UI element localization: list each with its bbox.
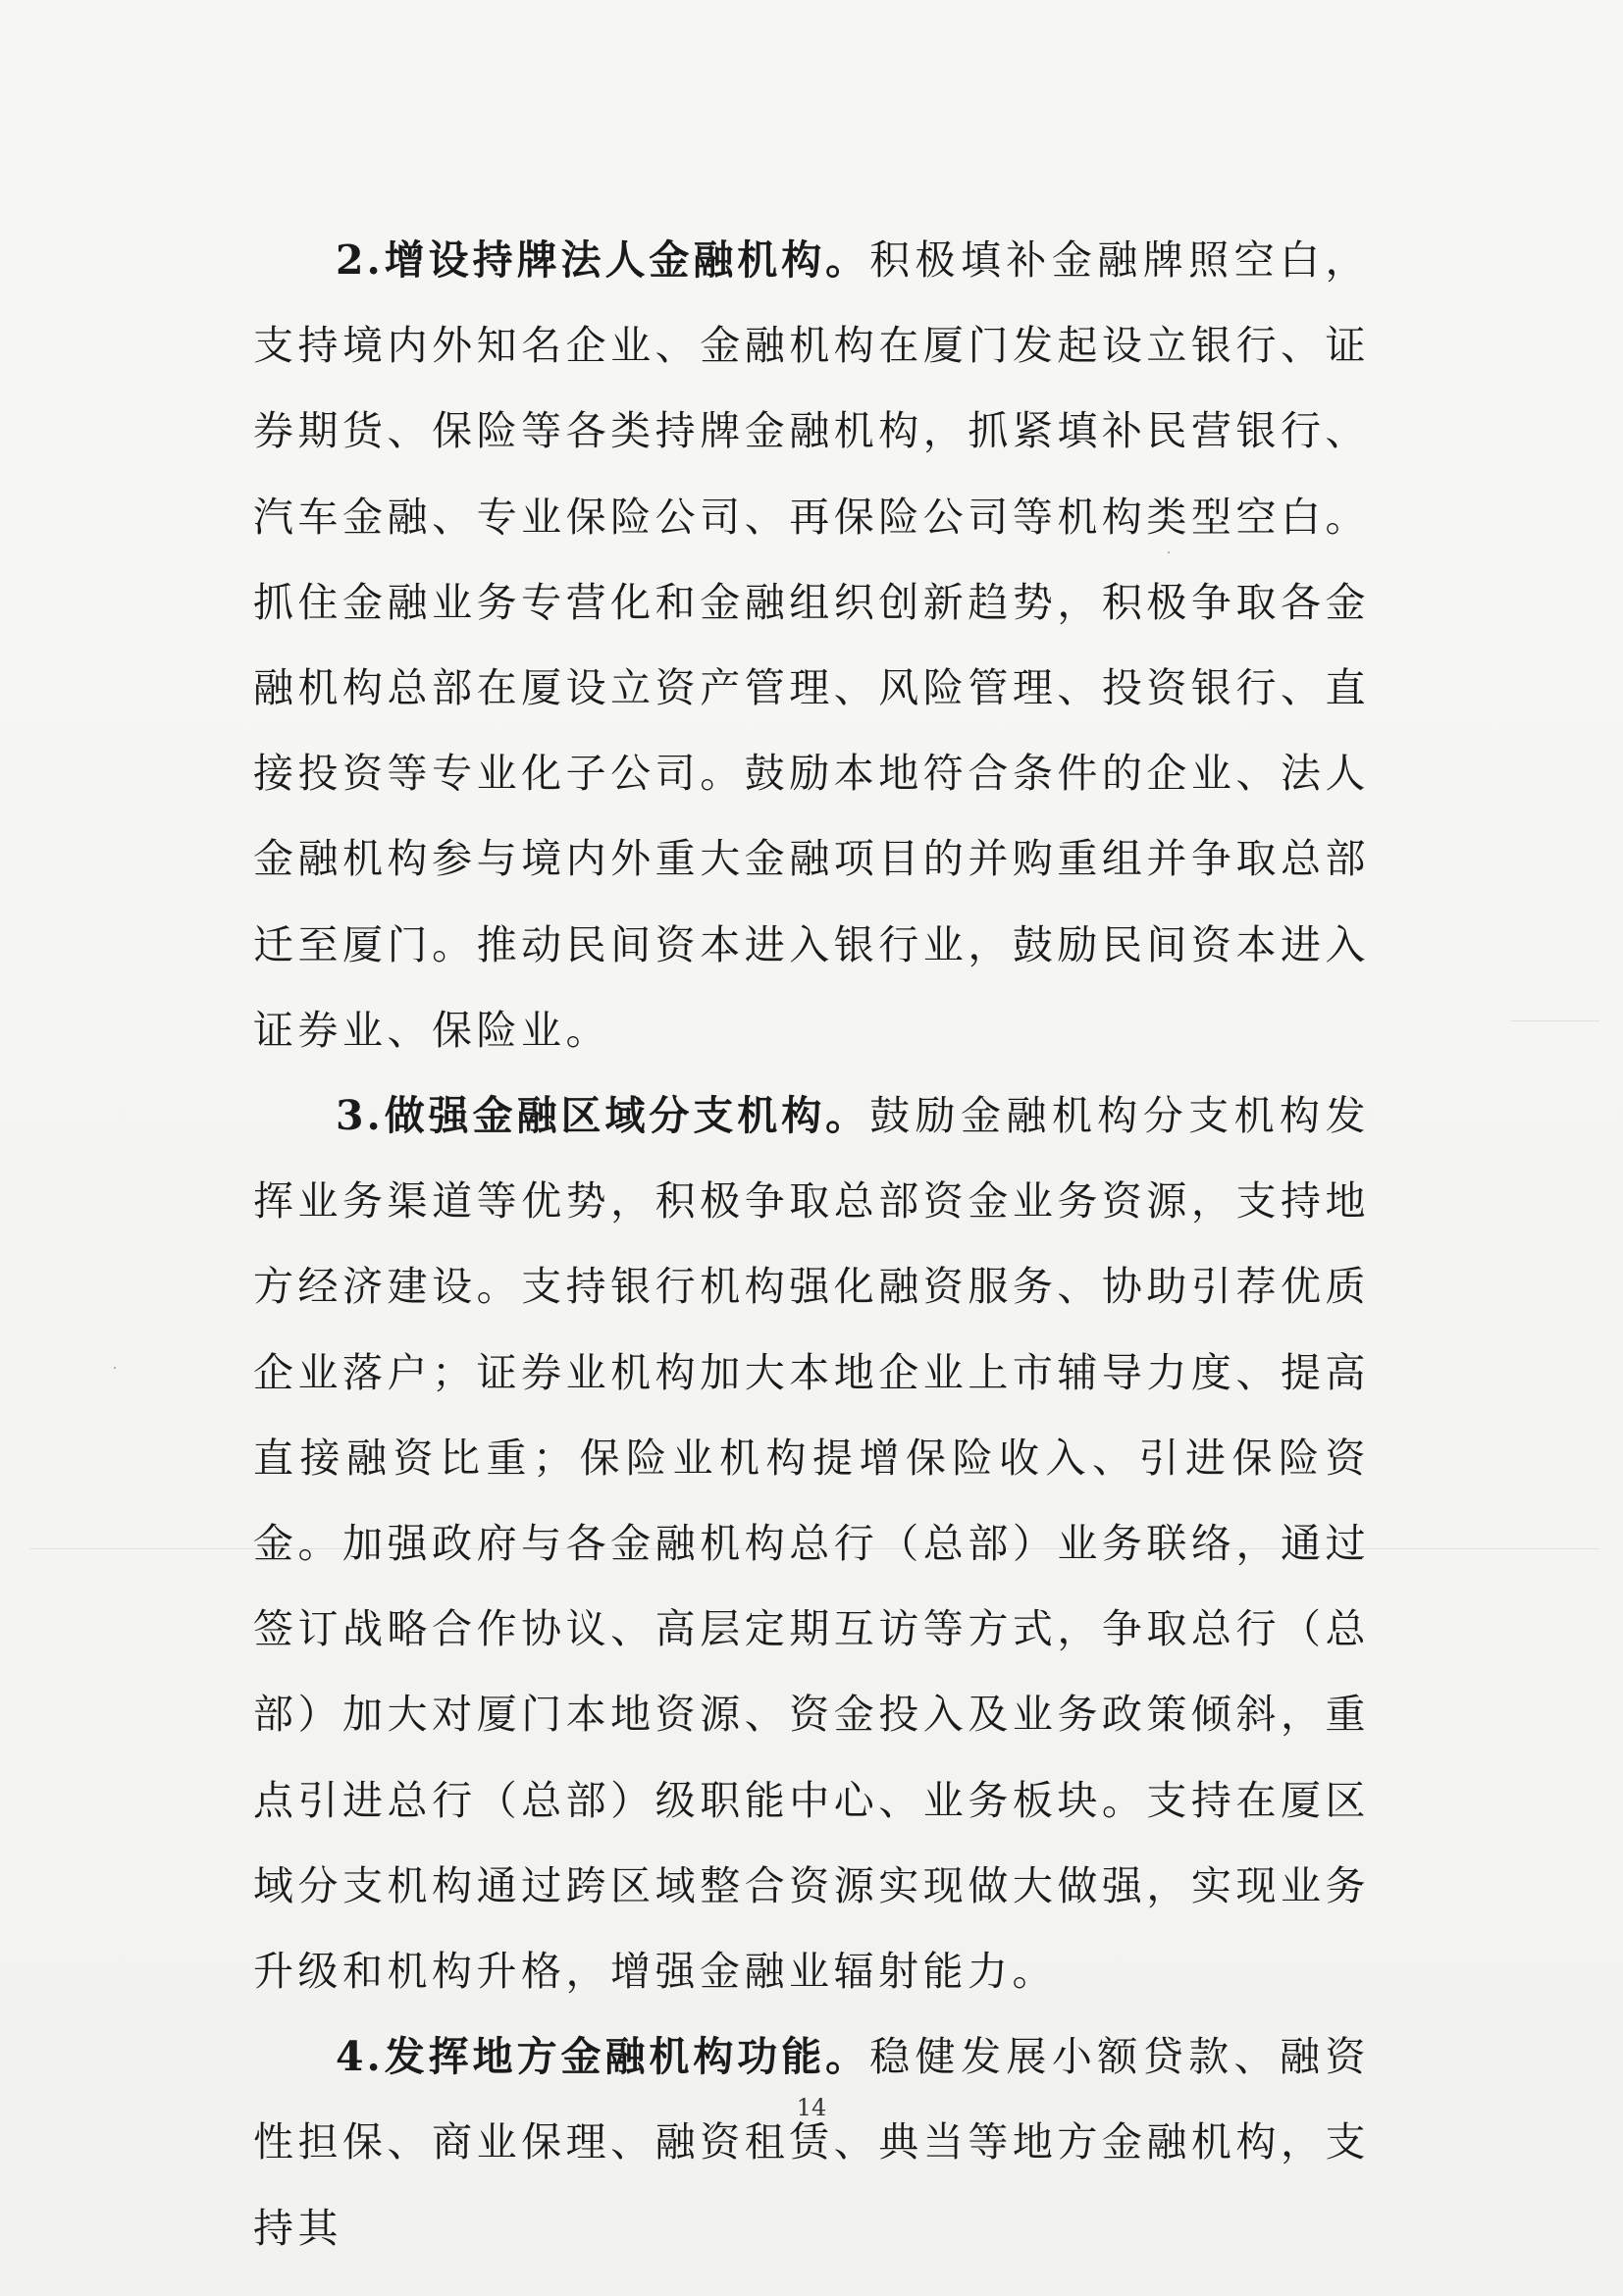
paragraph-body: 积极填补金融牌照空白，支持境内外知名企业、金融机构在厦门发起设立银行、证券期货、保险等各类持牌金融机构，抓紧填补民营银行、汽车金融、专业保险公司、再保险公司等机构类型空白。抓住金融业务专营化和金融组织创新趋势，积极争取各金融机构总部在厦设立资产管理、风险管理、投资银行、直接投资等专业化子公司。鼓励本地符合条件的企业、法人金融机构参与境内外重大金融项目的并购重组并争取总部迁至厦门。推动民间资本进入银行业，鼓励民间资本进入证券业、保险业。: [253, 236, 1370, 1054]
scan-artifact-dot: [114, 1367, 116, 1369]
paragraph-body: 稳健发展小额贷款、融资性担保、商业保理、融资租赁、典当等地方金融机构，支持其: [253, 2033, 1370, 2252]
paragraph-4: [253, 2014, 1370, 2271]
paragraph-heading: 4.发挥地方金融机构功能。: [336, 2033, 870, 2081]
paragraph-3: [253, 1073, 1370, 2014]
paragraph-heading: 3.做强金融区域分支机构。: [336, 1092, 870, 1140]
paragraph-body: 鼓励金融机构分支机构发挥业务渠道等优势，积极争取总部资金业务资源，支持地方经济建设。支持银行机构强化融资服务、协助引荐优质企业落户；证券业机构加大本地企业上市辅导力度、提高直接融资比重；保险业机构提增保险收入、引进保险资金。加强政府与各金融机构总行（总部）业务联络，通过签订战略合作协议、高层定期互访等方式，争取总行（总部）加大对厦门本地资源、资金投入及业务政策倾斜，重点引进总行（总部）级职能中心、业务板块。支持在厦区域分支机构通过跨区域整合资源实现做大做强，实现业务升级和机构升格，增强金融业辐射能力。: [253, 1092, 1370, 1996]
paragraph-2: [253, 218, 1370, 1073]
body-text: [253, 218, 1370, 2271]
paragraph-heading: 2.增设持牌法人金融机构。: [336, 236, 870, 284]
scan-artifact-line: [1511, 1020, 1599, 1021]
page-number: 14: [796, 2094, 827, 2121]
